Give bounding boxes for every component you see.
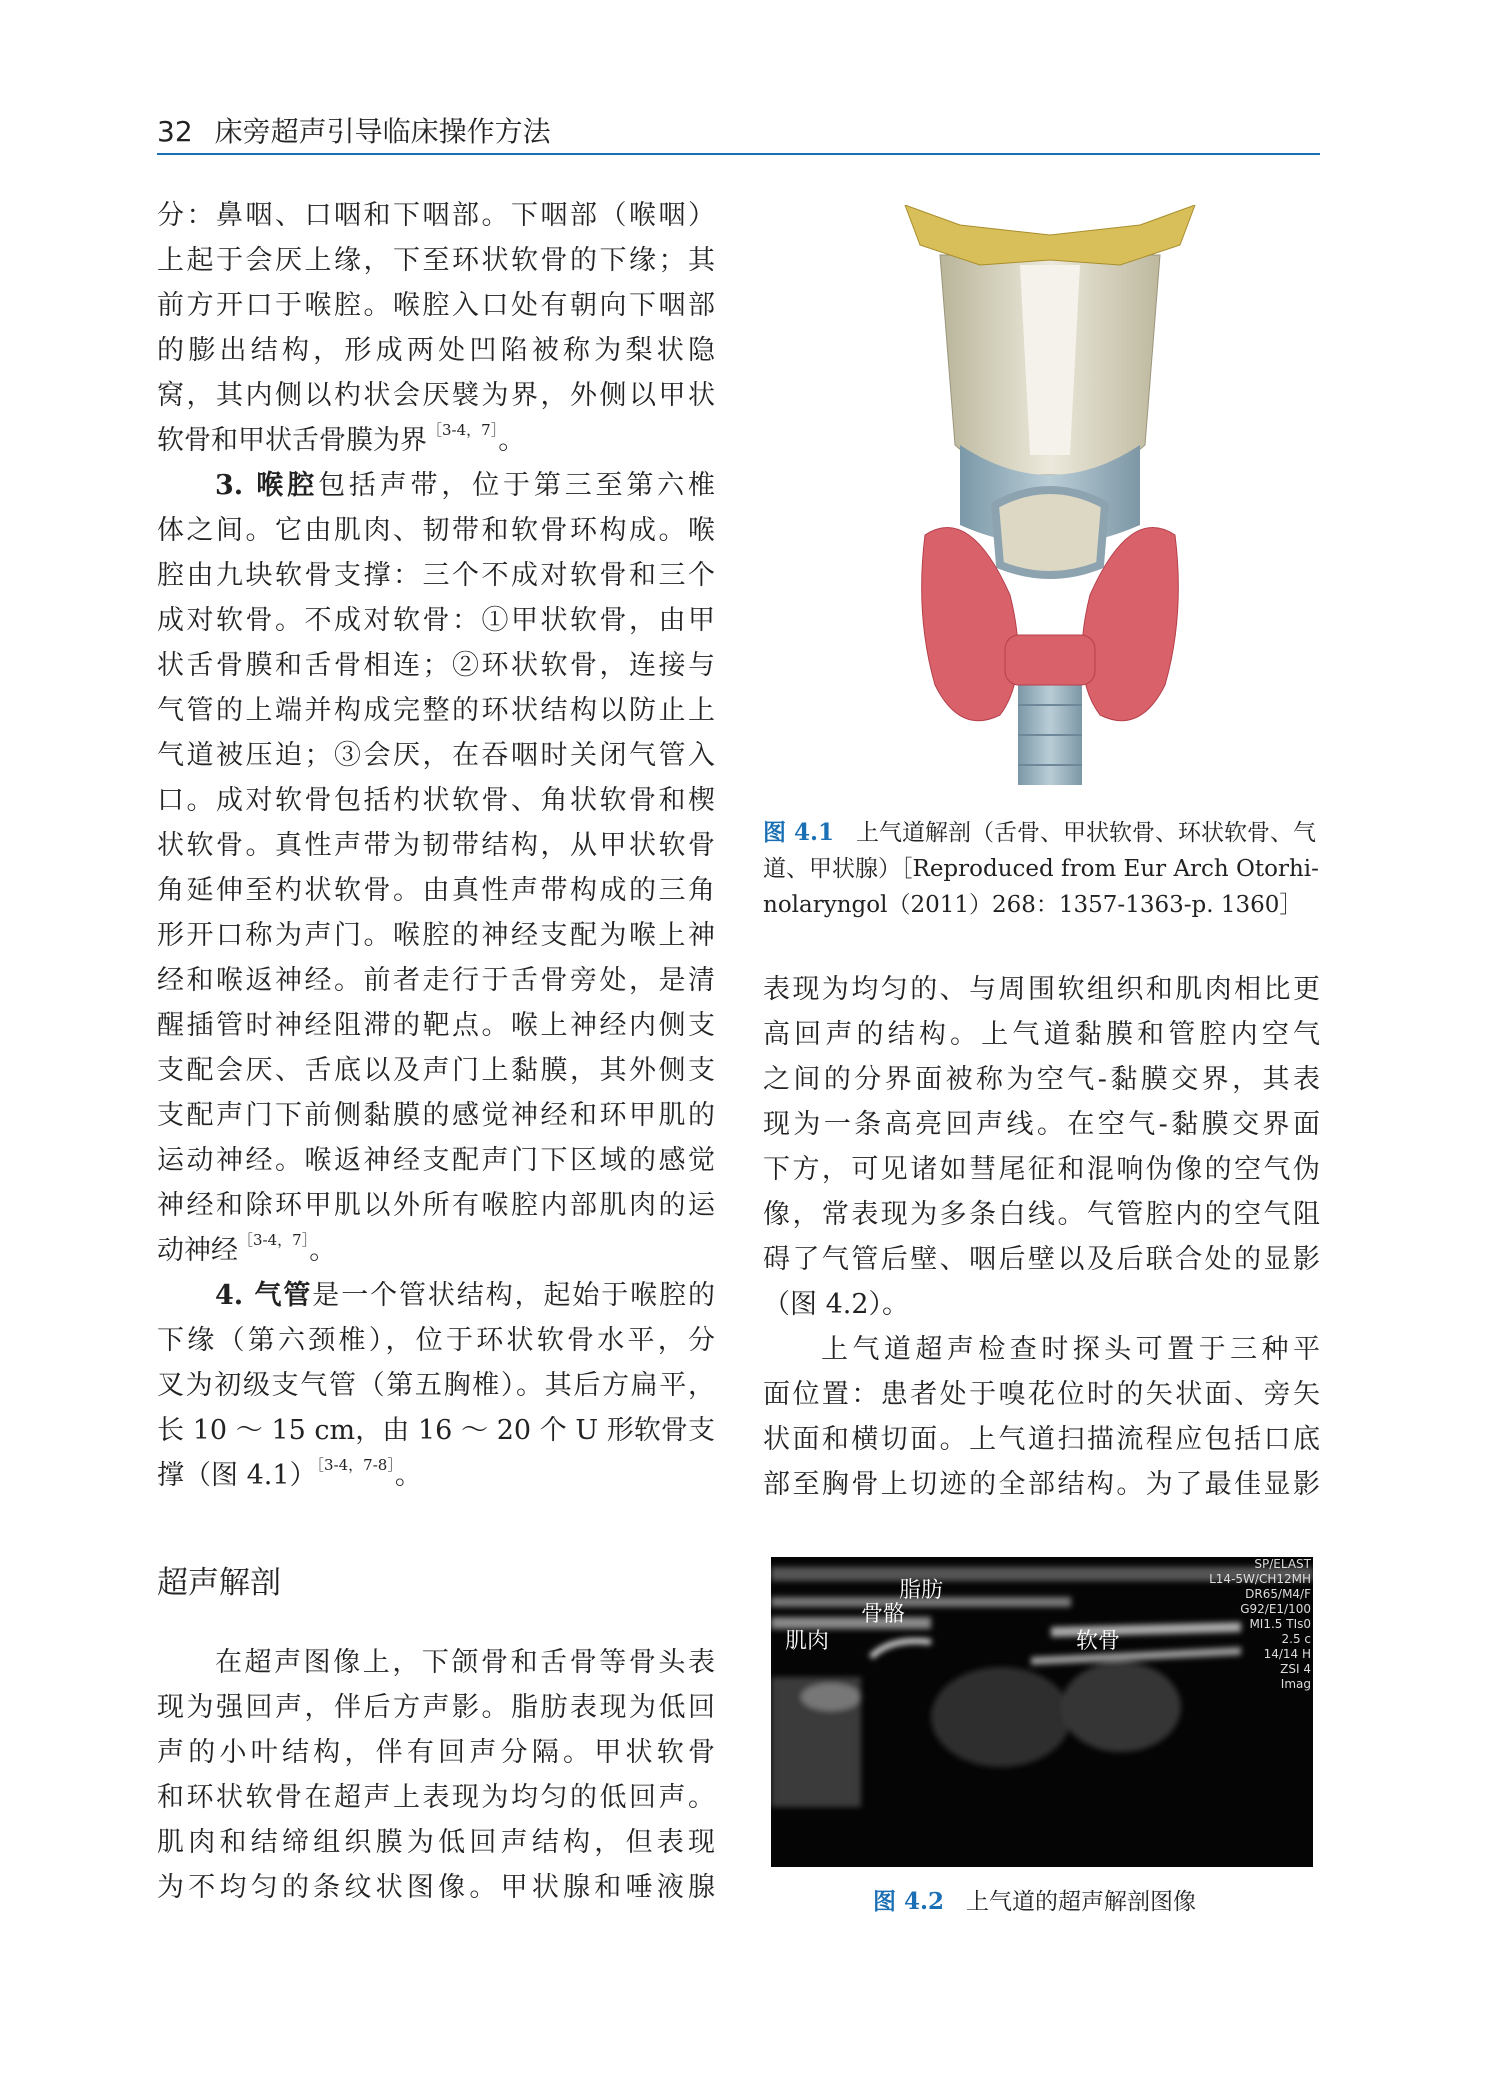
line-text: 现为一条高亮回声线。在空气-黏膜交界面 bbox=[763, 1109, 1320, 1140]
figure-4-1-caption bbox=[763, 815, 1323, 923]
text-line bbox=[157, 1003, 715, 1048]
line-text: 气管的上端并构成完整的环状结构以防止上 bbox=[157, 695, 715, 726]
citation: ［3-4，7］ bbox=[238, 1231, 310, 1249]
label-muscle: 肌肉 bbox=[785, 1629, 830, 1654]
text-line bbox=[157, 418, 715, 463]
text-line bbox=[157, 958, 715, 1003]
line-text: 状软骨。真性声带为韧带结构，从甲状软骨 bbox=[157, 830, 715, 861]
line-text: 声的小叶结构，伴有回声分隔。甲状软骨 bbox=[157, 1737, 715, 1768]
ultrasound-readout bbox=[1209, 1557, 1311, 1692]
text-line bbox=[157, 373, 715, 418]
readout-line: MI1.5 TIs0 bbox=[1249, 1617, 1311, 1631]
line-text: 神经和除环甲肌以外所有喉腔内部肌肉的运 bbox=[157, 1190, 715, 1221]
text-line bbox=[157, 1273, 715, 1318]
line-text: 叉为初级支气管（第五胸椎）。其后方扁平， bbox=[157, 1370, 715, 1401]
text-line bbox=[157, 1318, 715, 1363]
text-line bbox=[157, 778, 715, 823]
text-line bbox=[157, 1775, 715, 1820]
text-line bbox=[763, 1012, 1320, 1057]
readout-line: DR65/M4/F bbox=[1245, 1587, 1311, 1601]
line-text: 上气道超声检查时探头可置于三种平 bbox=[821, 1334, 1320, 1365]
book-title: 床旁超声引导临床操作方法 bbox=[214, 115, 551, 148]
line-text: 碍了气管后壁、咽后壁以及后联合处的显影 bbox=[763, 1244, 1320, 1275]
line-text: 窝，其内侧以杓状会厌襞为界，外侧以甲状 bbox=[157, 380, 715, 411]
section-heading: 超声解剖 bbox=[157, 1565, 281, 1601]
line-text: （图 4.2）。 bbox=[763, 1289, 910, 1320]
bold-term: 4. 气管 bbox=[215, 1280, 313, 1311]
punctuation: 。 bbox=[394, 1460, 422, 1491]
line-text: 下缘（第六颈椎），位于环状软骨水平，分 bbox=[157, 1325, 715, 1356]
text-line bbox=[157, 688, 715, 733]
line-text: 面位置：患者处于嗅花位时的矢状面、旁矢 bbox=[763, 1379, 1320, 1410]
line-text: 在超声图像上，下颌骨和舌骨等骨头表 bbox=[215, 1647, 715, 1678]
right-column-text bbox=[763, 967, 1320, 1507]
left-column-text bbox=[157, 193, 715, 1498]
text-line bbox=[763, 1282, 1320, 1327]
text-line bbox=[157, 1048, 715, 1093]
text-line bbox=[157, 1865, 715, 1910]
line-text: 软骨和甲状舌骨膜为界 bbox=[157, 425, 427, 456]
text-line bbox=[157, 328, 715, 373]
line-text: 分：鼻咽、口咽和下咽部。下咽部（喉咽） bbox=[157, 200, 715, 231]
line-text: 现为强回声，伴后方声影。脂肪表现为低回 bbox=[157, 1692, 715, 1723]
text-line bbox=[157, 1453, 715, 1498]
text-line bbox=[157, 1408, 715, 1453]
line-text: 气道被压迫；③会厌，在吞咽时关闭气管入 bbox=[157, 740, 715, 771]
text-line bbox=[157, 733, 715, 778]
label-cartilage: 软骨 bbox=[1076, 1629, 1121, 1654]
line-text: 撑（图 4.1） bbox=[157, 1460, 317, 1491]
text-line bbox=[157, 1183, 715, 1228]
text-line bbox=[157, 508, 715, 553]
line-text: 角延伸至杓状软骨。由真性声带构成的三角 bbox=[157, 875, 715, 906]
citation: ［3-4，7］ bbox=[427, 421, 499, 439]
ultrasound-image bbox=[771, 1557, 1313, 1867]
line-text: 部至胸骨上切迹的全部结构。为了最佳显影 bbox=[763, 1469, 1320, 1500]
line-text: 的膨出结构，形成两处凹陷被称为梨状隐 bbox=[157, 335, 715, 366]
text-line bbox=[157, 238, 715, 283]
text-line bbox=[763, 1102, 1320, 1147]
line-text: 成对软骨。不成对软骨：①甲状软骨，由甲 bbox=[157, 605, 715, 636]
text-line bbox=[157, 643, 715, 688]
text-line bbox=[763, 1192, 1320, 1237]
header-rule bbox=[157, 153, 1320, 155]
text-line bbox=[157, 1138, 715, 1183]
line-text: 包括声带，位于第三至第六椎 bbox=[318, 470, 716, 501]
line-text: 上起于会厌上缘，下至环状软骨的下缘；其 bbox=[157, 245, 715, 276]
line-text: 长 10 ～ 15 cm，由 16 ～ 20 个 U 形软骨支 bbox=[157, 1415, 715, 1446]
line-text: 下方，可见诸如彗尾征和混响伪像的空气伪 bbox=[763, 1154, 1320, 1185]
line-text: 口。成对软骨包括杓状软骨、角状软骨和楔 bbox=[157, 785, 715, 816]
text-line bbox=[763, 1417, 1320, 1462]
line-text: 前方开口于喉腔。喉腔入口处有朝向下咽部 bbox=[157, 290, 715, 321]
text-line bbox=[157, 1228, 715, 1273]
line-text: 运动神经。喉返神经支配声门下区域的感觉 bbox=[157, 1145, 715, 1176]
text-line bbox=[157, 1820, 715, 1865]
line-text: 支配声门下前侧黏膜的感觉神经和环甲肌的 bbox=[157, 1100, 715, 1131]
text-line bbox=[157, 463, 715, 508]
line-text: 腔由九块软骨支撑：三个不成对软骨和三个 bbox=[157, 560, 715, 591]
punctuation: 。 bbox=[498, 425, 526, 456]
text-line bbox=[157, 283, 715, 328]
figure-label: 图 4.2 bbox=[873, 1888, 945, 1915]
line-text: 是一个管状结构，起始于喉腔的 bbox=[312, 1280, 716, 1311]
caption-text: 上气道解剖（舌骨、甲状软骨、环状软骨、气道、甲状腺）［Reproduced from Eur Arch Otorhi-nolaryngol（2011）268：1357-1363-p. 1360］ bbox=[763, 820, 1319, 918]
line-text: 醒插管时神经阻滞的靶点。喉上神经内侧支 bbox=[157, 1010, 715, 1041]
readout-line: SP/ELAST bbox=[1254, 1557, 1311, 1571]
citation: ［3-4，7-8］ bbox=[316, 1456, 395, 1474]
line-text: 高回声的结构。上气道黏膜和管腔内空气 bbox=[763, 1019, 1320, 1050]
text-line bbox=[157, 913, 715, 958]
text-line bbox=[157, 193, 715, 238]
line-text: 形开口称为声门。喉腔的神经支配为喉上神 bbox=[157, 920, 715, 951]
readout-line: Imag bbox=[1280, 1677, 1311, 1691]
text-line bbox=[157, 553, 715, 598]
line-text: 体之间。它由肌肉、韧带和软骨环构成。喉 bbox=[157, 515, 715, 546]
text-line bbox=[157, 1685, 715, 1730]
readout-line: 14/14 H bbox=[1263, 1647, 1311, 1661]
line-text: 像，常表现为多条白线。气管腔内的空气阻 bbox=[763, 1199, 1320, 1230]
line-text: 表现为均匀的、与周围软组织和肌肉相比更 bbox=[763, 974, 1320, 1005]
line-text: 状面和横切面。上气道扫描流程应包括口底 bbox=[763, 1424, 1320, 1455]
text-line bbox=[763, 1462, 1320, 1507]
bold-term: 3. 喉腔 bbox=[215, 470, 319, 501]
punctuation: 。 bbox=[309, 1235, 337, 1266]
text-line bbox=[763, 1237, 1320, 1282]
larynx-anatomy-illustration bbox=[900, 205, 1200, 795]
text-line bbox=[763, 1057, 1320, 1102]
line-text: 状舌骨膜和舌骨相连；②环状软骨，连接与 bbox=[157, 650, 715, 681]
text-line bbox=[157, 823, 715, 868]
label-bone: 骨骼 bbox=[861, 1602, 906, 1627]
line-text: 经和喉返神经。前者走行于舌骨旁处，是清 bbox=[157, 965, 715, 996]
text-line bbox=[157, 1640, 715, 1685]
line-text: 肌肉和结缔组织膜为低回声结构，但表现 bbox=[157, 1827, 715, 1858]
text-line bbox=[763, 1147, 1320, 1192]
running-header bbox=[157, 110, 551, 150]
line-text: 之间的分界面被称为空气-黏膜交界，其表 bbox=[763, 1064, 1320, 1095]
text-line bbox=[157, 1093, 715, 1138]
text-line bbox=[763, 967, 1320, 1012]
readout-line: ZSI 4 bbox=[1280, 1662, 1311, 1676]
text-line bbox=[157, 1730, 715, 1775]
line-text: 动神经 bbox=[157, 1235, 238, 1266]
readout-line: 2.5 c bbox=[1281, 1632, 1311, 1646]
figure-4-2-caption bbox=[873, 1884, 1196, 1920]
caption-text: 上气道的超声解剖图像 bbox=[966, 1889, 1197, 1915]
text-line bbox=[763, 1372, 1320, 1417]
left-column-text-2 bbox=[157, 1640, 715, 1910]
line-text: 和环状软骨在超声上表现为均匀的低回声。 bbox=[157, 1782, 715, 1813]
text-line bbox=[157, 598, 715, 643]
readout-line: G92/E1/100 bbox=[1240, 1602, 1311, 1616]
label-fat: 脂肪 bbox=[899, 1578, 944, 1603]
readout-line: L14-5W/CH12MH bbox=[1209, 1572, 1311, 1586]
figure-label: 图 4.1 bbox=[763, 819, 835, 846]
text-line bbox=[157, 868, 715, 913]
text-line bbox=[157, 1363, 715, 1408]
line-text: 为不均匀的条纹状图像。甲状腺和唾液腺 bbox=[157, 1872, 715, 1903]
line-text: 支配会厌、舌底以及声门上黏膜，其外侧支 bbox=[157, 1055, 715, 1086]
text-line bbox=[763, 1327, 1320, 1372]
page-number: 32 bbox=[157, 115, 193, 148]
